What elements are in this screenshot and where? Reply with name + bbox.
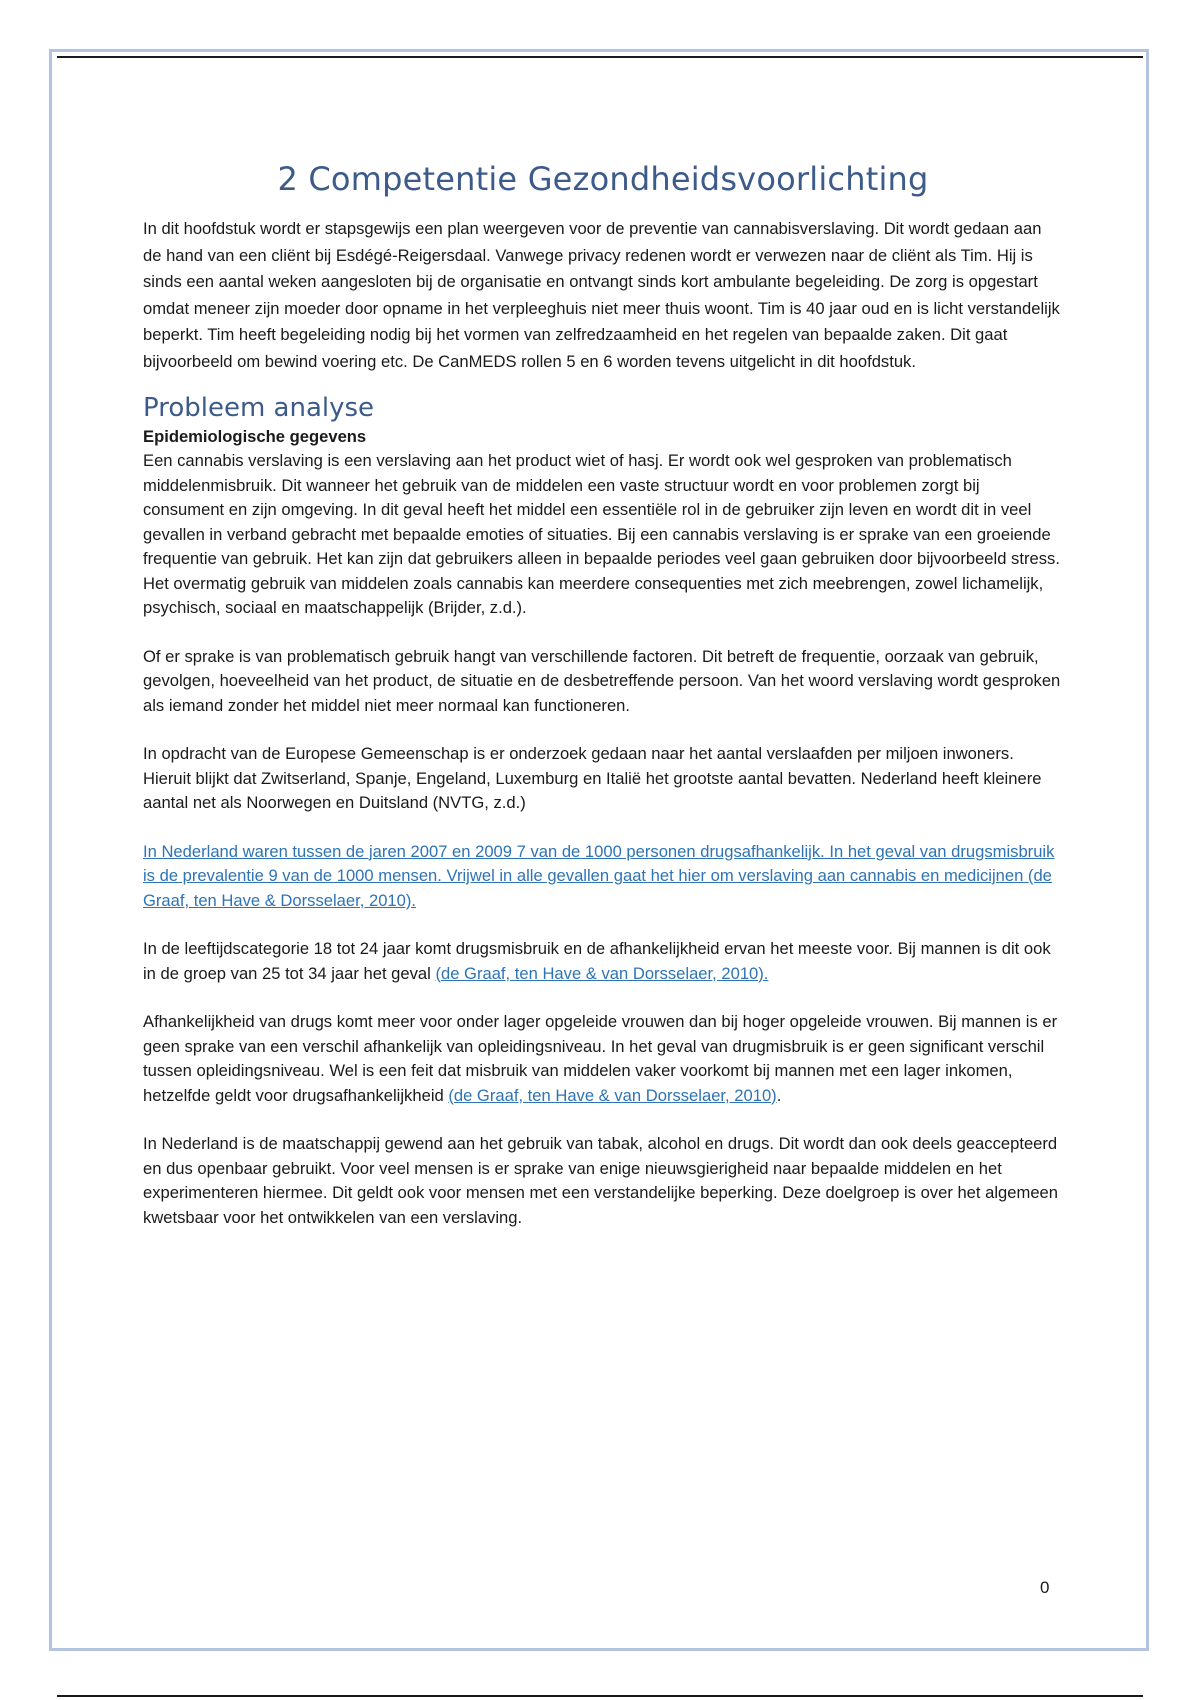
education-citation-link[interactable]: (de Graaf, ten Have & van Dorsselaer, 2010) [448,1085,777,1105]
paragraph-gap [143,1108,1063,1132]
paragraph-age-category [143,937,1063,986]
intro-paragraph: In dit hoofdstuk wordt er stapsgewijs een plan weergeven voor de preventie van cannabisverslaving. Dit wordt gedaan aan de hand van een cliënt bij Esdégé-Reigersdaal. Vanwege privacy redenen wordt er verwezen naar de cliënt als Tim. Hij is sinds een aantal weken aangesloten bij de organisatie en ontvangt sinds kort ambulante begeleiding. De zorg is opgestart omdat meneer zijn moeder door opname in het verpleeghuis niet meer thuis woont. Tim is 40 jaar oud en is licht verstandelijk beperkt. Tim heeft begeleiding nodig bij het vormen van zelfredzaamheid en het regelen van bepaalde zaken. Dit gaat bijvoorbeeld om bewind voering etc. De CanMEDS rollen 5 en 6 worden tevens uitgelicht in dit hoofdstuk. [143,219,1060,371]
paragraph-gap [143,718,1063,742]
paragraph-education-level [143,1010,1063,1108]
page-number: 0 [1040,1578,1050,1597]
age-category-citation-link[interactable]: (de Graaf, ten Have & van Dorsselaer, 2010). [435,963,769,983]
page-content [143,160,1063,1230]
paragraph-cannabis-definition: Een cannabis verslaving is een verslaving aan het product wiet of hasj. Er wordt ook wel gesproken van problematisch middelenmisbruik. Dit wanneer het gebruik van de middelen een vaste structuur wordt en voor problemen zorgt bij consument en zijn omgeving. In dit geval heeft het middel een essentiële rol in de gebruiker zijn leven en wordt dit in veel gevallen in verband gebracht met bepaalde emoties of situaties. Bij een cannabis verslaving is er sprake van een groeiende frequentie van gebruik. Het kan zijn dat gebruikers alleen in bepaalde periodes veel gaan gebruiken door bijvoorbeeld stress. Het overmatig gebruik van middelen zoals cannabis kan meerdere consequenties met zich meebrengen, zowel lichamelijk, psychisch, sociaal en maatschappelijk (Brijder, z.d.). [143,451,1060,617]
header-rule [57,56,1143,58]
next-page-rule [57,1695,1143,1697]
paragraph-gap [143,816,1063,840]
paragraph-gap [143,621,1063,645]
paragraph-problematic-use: Of er sprake is van problematisch gebruik hangt van verschillende factoren. Dit betreft de frequentie, oorzaak van gebruik, gevolgen, hoeveelheid van het product, de situatie en de desbetreffende persoon. Van het woord verslaving wordt gesproken als iemand zonder het middel niet meer normaal kan functioneren. [143,646,1061,715]
section-heading: Probleem analyse [143,393,375,423]
paragraph-gap [143,986,1063,1010]
paragraph-gap [143,913,1063,937]
subsection-heading: Epidemiologische gegevens [143,427,367,446]
education-end: . [776,1085,782,1105]
paragraph-prevalence [143,840,1063,914]
education-text: Afhankelijkheid van drugs komt meer voor onder lager opgeleide vrouwen dan bij hoger opgeleide vrouwen. Bij mannen is er geen sprake van een verschil afhankelijk van opleidingsniveau. In het geval van drugmisbruik is er geen significant verschil tussen opleidingsniveau. Wel is een feit dat misbruik van middelen vaker voorkomt bij mannen met een lager inkomen, hetzelfde geldt voor drugsafhankelijkheid [143,1012,1058,1105]
paragraph-society: In Nederland is de maatschappij gewend aan het gebruik van tabak, alcohol en drugs. Dit wordt dan ook deels geaccepteerd en dus openbaar gebruikt. Voor veel mensen is er sprake van enige nieuwsgierigheid naar bepaalde middelen en het experimenteren hiermee. Dit geldt ook voor mensen met een verstandelijke beperking. Deze doelgroep is over het algemeen kwetsbaar voor het ontwikkelen van een verslaving. [143,1134,1059,1227]
paragraph-european-research: In opdracht van de Europese Gemeenschap is er onderzoek gedaan naar het aantal verslaafden per miljoen inwoners. Hieruit blijkt dat Zwitserland, Spanje, Engeland, Luxemburg en Italië het grootste aantal bevatten. Nederland heeft kleinere aantal net als Noorwegen en Duitsland (NVTG, z.d.) [143,744,1042,812]
chapter-title: 2 Competentie Gezondheidsvoorlichting [277,160,929,198]
prevalence-link[interactable]: In Nederland waren tussen de jaren 2007 en 2009 7 van de 1000 personen drugsafhankelijk. In het geval van drugsmisbruik is de prevalentie 9 van de 1000 mensen. Vrijwel in alle gevallen gaat het hier om verslaving aan cannabis en medicijnen (de Graaf, ten Have & Dorsselaer, 2010). [143,841,1055,910]
age-category-text: In de leeftijdscategorie 18 tot 24 jaar komt drugsmisbruik en de afhankelijkheid ervan het meeste voor. Bij mannen is dit ook in de groep van 25 tot 34 jaar het geval [143,939,1051,983]
